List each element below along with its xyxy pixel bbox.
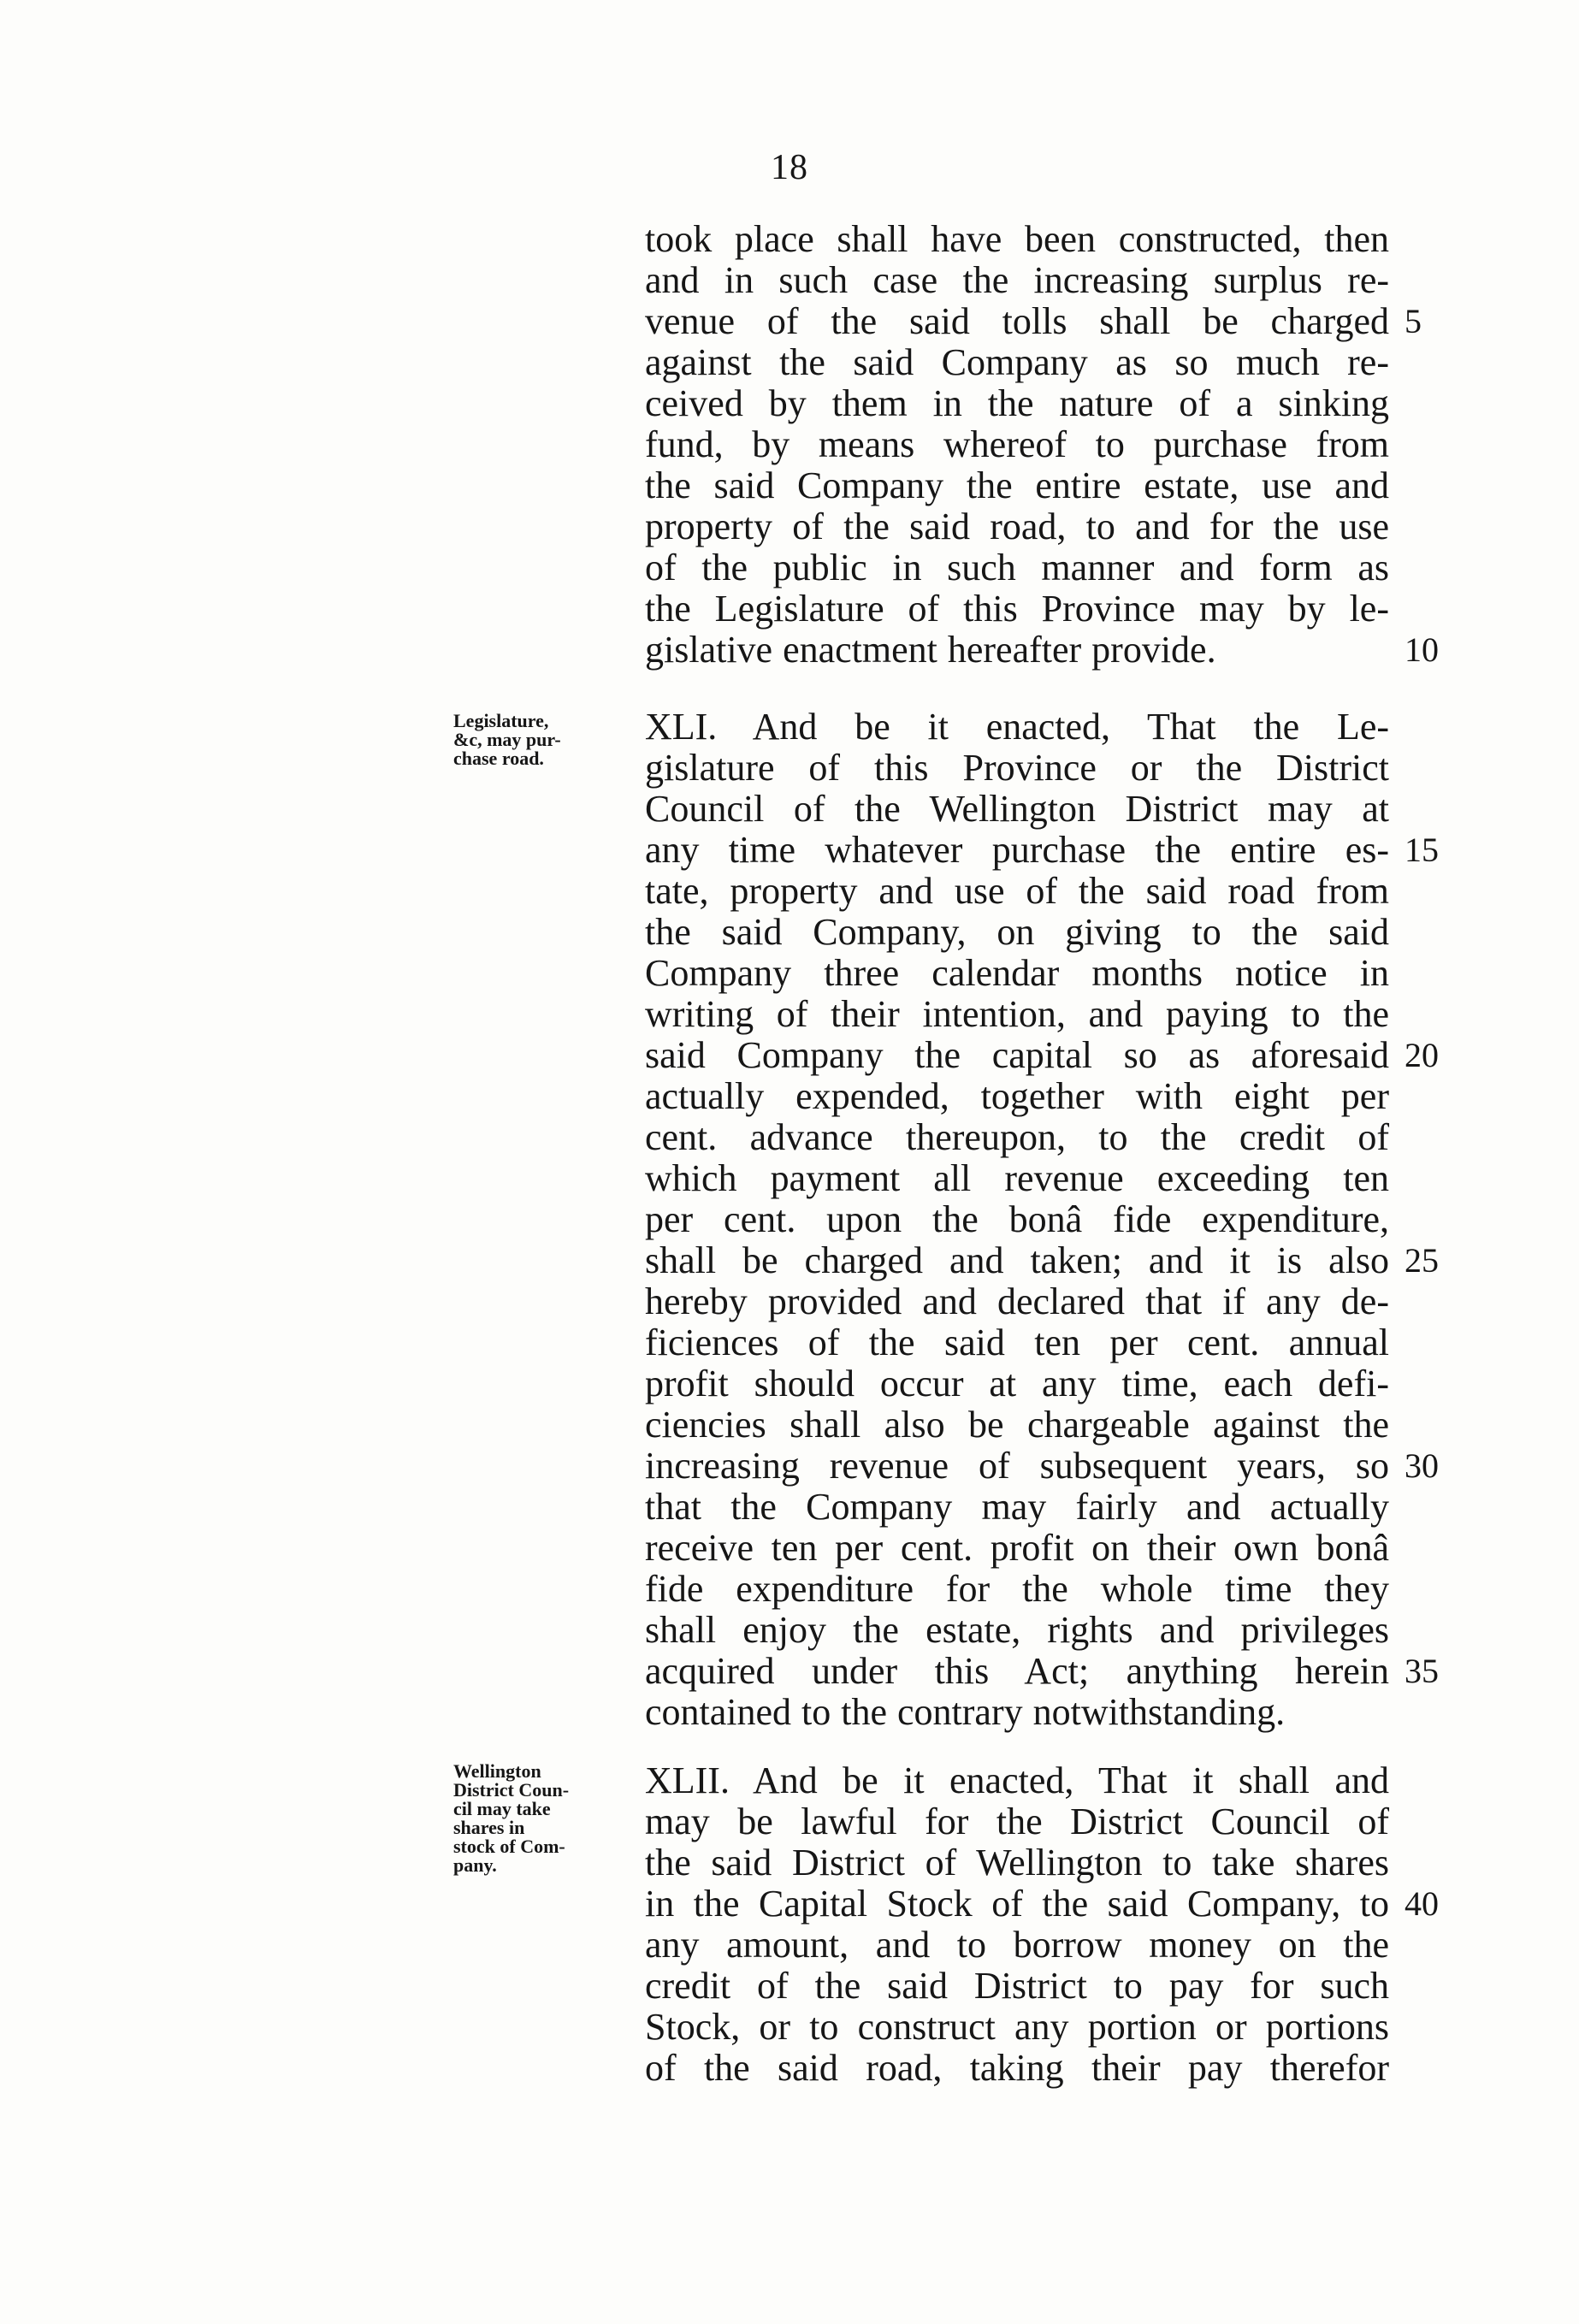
marginal-note-section-42 [453,1762,633,1875]
line-number: 40 [1405,1884,1439,1923]
text-line: hereby provided and declared that if any de- [645,1280,1389,1322]
text-line: ciencies shall also be chargeable against the [645,1404,1389,1446]
continuation-paragraph [645,219,1389,671]
text-line: the Legislature of this Province may by le- [645,588,1389,630]
line-number: 25 [1405,1241,1439,1280]
text-line: shall be charged and taken; and it is also [645,1239,1389,1281]
text-line: may be lawful for the District Council of [645,1801,1389,1842]
text-line: any amount, and to borrow money on the [645,1924,1389,1966]
text-line: of the said road, taking their pay therefor [645,2047,1389,2089]
text-line: the said Company the entire estate, use and [645,464,1389,506]
text-line: the said District of Wellington to take shares [645,1842,1389,1883]
text-line: property of the said road, to and for the use [645,506,1389,547]
text-line: ceived by them in the nature of a sinking [645,382,1389,424]
marginal-note-line: District Coun- [453,1779,570,1801]
text-line: and in such case the increasing surplus re- [645,259,1389,301]
page-number: 18 [771,148,808,187]
text-line: that the Company may fairly and actually [645,1486,1389,1528]
line-number: 5 [1405,302,1422,340]
marginal-note-line: &c, may pur- [453,729,561,750]
text-line: increasing revenue of subsequent years, so [645,1445,1389,1487]
text-line: in the Capital Stock of the said Company, to [645,1883,1389,1925]
marginal-note-line: cil may take [453,1798,551,1819]
text-line: credit of the said District to pay for such [645,1965,1389,2007]
marginal-note-section-41 [453,712,633,768]
text-line: per cent. upon the bonâ fide expenditure, [645,1198,1389,1240]
text-line: XLI. And be it enacted, That the Le- [645,706,1389,748]
line-number: 20 [1405,1036,1439,1074]
text-line: against the said Company as so much re- [645,341,1389,383]
text-line: profit should occur at any time, each defi- [645,1363,1389,1404]
line-number: 30 [1405,1446,1439,1485]
text-line: writing of their intention, and paying to the [645,993,1389,1035]
text-line: acquired under this Act; anything herein [645,1650,1389,1692]
marginal-note-line: pany. [453,1854,497,1876]
section-41-paragraph [645,707,1389,1733]
marginal-note-line: Wellington [453,1760,541,1782]
text-line: of the public in such manner and form as [645,547,1389,588]
text-line: tate, property and use of the said road from [645,870,1389,912]
marginal-note-line: shares in [453,1817,525,1838]
text-line: Stock, or to construct any portion or portions [645,2006,1389,2048]
line-number: 35 [1405,1652,1439,1690]
line-number: 15 [1405,831,1439,869]
section-42-paragraph [645,1760,1389,2089]
text-line: XLII. And be it enacted, That it shall and [645,1759,1389,1801]
text-line: fund, by means whereof to purchase from [645,423,1389,465]
text-line: receive ten per cent. profit on their own bonâ [645,1527,1389,1569]
text-line: shall enjoy the estate, rights and privileges [645,1609,1389,1651]
marginal-note-line: stock of Com- [453,1836,565,1857]
text-line: Company three calendar months notice in [645,952,1389,994]
text-line: fide expenditure for the whole time they [645,1568,1389,1610]
line-number: 10 [1405,630,1439,669]
text-line: gislature of this Province or the District [645,747,1389,789]
text-line: cent. advance thereupon, to the credit of [645,1116,1389,1158]
text-line: ficiences of the said ten per cent. annual [645,1322,1389,1363]
text-line: venue of the said tolls shall be charged [645,300,1389,342]
text-line: any time whatever purchase the entire es- [645,829,1389,871]
text-line: said Company the capital so as aforesaid [645,1034,1389,1076]
text-line: Council of the Wellington District may at [645,788,1389,830]
text-line: contained to the contrary notwithstanding. [645,1691,1286,1733]
text-line: which payment all revenue exceeding ten [645,1157,1389,1199]
text-line: the said Company, on giving to the said [645,911,1389,953]
text-line: actually expended, together with eight per [645,1075,1389,1117]
marginal-note-line: Legislature, [453,710,549,731]
text-line: took place shall have been constructed, then [645,218,1389,260]
text-line: gislative enactment hereafter provide. [645,629,1216,671]
marginal-note-line: chase road. [453,748,544,769]
